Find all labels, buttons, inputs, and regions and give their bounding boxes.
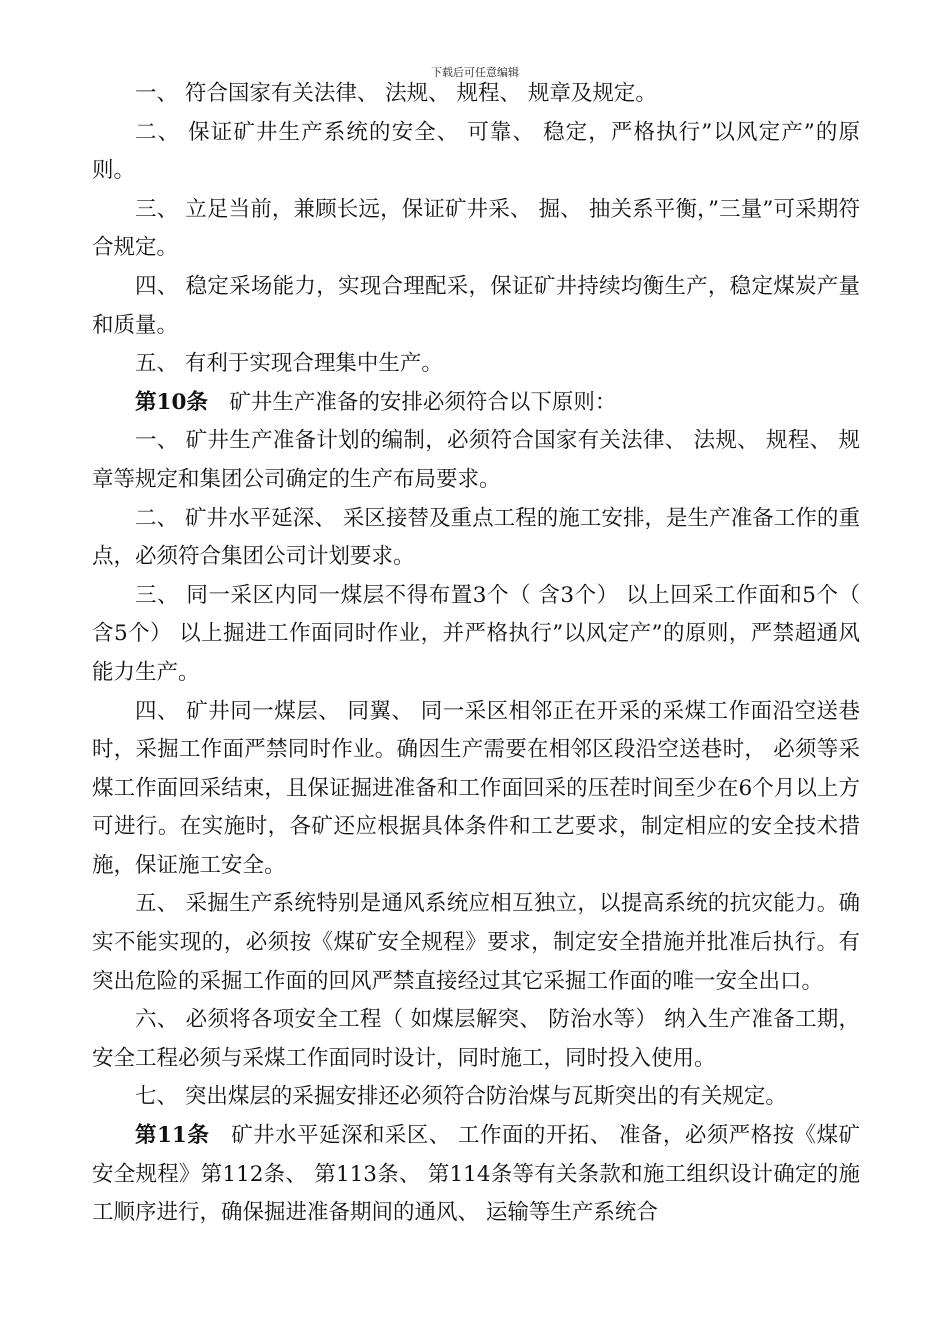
paragraph (92, 1078, 860, 1117)
paragraph (92, 268, 860, 345)
article-label: 第11条 (135, 1123, 210, 1149)
paragraph-text: 四、 矿井同一煤层、 同翼、 同一采区相邻正在开采的采煤工作面沿空送巷时，采掘工作面严禁同时作业。确因生产需要在相邻区段沿空送巷时， 必须等采煤工作面回采结束，且保证掘进准备和工作面回采的压茬时间至少在6个月以上方可进行。在实施时，各矿还应根据具体条件和工艺要求，制定相应的安全技术措施，保证施工安全。 (92, 698, 860, 878)
paragraph-text: 四、 稳定采场能力，实现合理配采，保证矿井持续均衡生产，稳定煤炭产量和质量。 (92, 273, 860, 338)
paragraph (92, 422, 860, 499)
paragraph-text: 五、 有利于实现合理集中生产。 (135, 351, 443, 377)
document-body (92, 75, 860, 1233)
paragraph (92, 75, 860, 114)
article-label: 第10条 (135, 389, 208, 415)
paragraph-text: 六、 必须将各项安全工程（ 如煤层解突、 防治水等） 纳入生产准备工期，安全工程必须与采煤工作面同时设计，同时施工，同时投入使用。 (92, 1007, 860, 1071)
paragraph-text: 三、 同一采区内同一煤层不得布置3个（ 含3个） 以上回采工作面和5个（ 含5个） 以上掘进工作面同时作业，并严格执行”以风定产”的原则，严禁超通风能力生产。 (92, 582, 860, 685)
paragraph (92, 191, 860, 268)
header-note: 下载后可任意编辑 (431, 66, 519, 79)
paragraph-text: 矿井水平延深和采区、 工作面的开拓、 准备，必须严格按《煤矿安全规程》第112条、 第113条、 第114条等有关条款和施工组织设计确定的施工顺序进行，确保掘进准备期间的通风、 运输等生产系统合 (92, 1123, 861, 1226)
paragraph-text: 七、 突出煤层的采掘安排还必须符合防治煤与瓦斯突出的有关规定。 (135, 1084, 787, 1110)
paragraph-text: 五、 采掘生产系统特别是通风系统应相互独立，以提高系统的抗灾能力。确实不能实现的，必须按《煤矿安全规程》要求，制定安全措施并批准后执行。有突出危险的采掘工作面的回风严禁直接经过其它采掘工作面的唯一安全出口。 (92, 891, 860, 994)
paragraph (92, 345, 860, 384)
article-paragraph (92, 384, 860, 423)
paragraph (92, 693, 860, 886)
paragraph (92, 885, 860, 1001)
article-paragraph (92, 1117, 860, 1233)
paragraph-text: 矿井生产准备的安排必须符合以下原则： (229, 389, 617, 415)
paragraph-text: 一、 矿井生产准备计划的编制，必须符合国家有关法律、 法规、 规程、 规章等规定和集团公司确定的生产布局要求。 (92, 428, 860, 492)
paragraph-text: 二、 保证矿井生产系统的安全、 可靠、 稳定，严格执行”以风定产”的原则。 (92, 119, 860, 184)
paragraph (92, 114, 860, 191)
paragraph-text: 一、 符合国家有关法律、 法规、 规程、 规章及规定。 (135, 81, 657, 106)
paragraph (92, 577, 860, 693)
paragraph-text: 二、 矿井水平延深、 采区接替及重点工程的施工安排，是生产准备工作的重点，必须符合集团公司计划要求。 (92, 505, 860, 570)
paragraph (92, 1001, 860, 1078)
paragraph (92, 500, 860, 577)
paragraph-text: 三、 立足当前，兼顾长远，保证矿井采、 掘、 抽关系平衡，”三量”可采期符合规定。 (92, 196, 860, 261)
